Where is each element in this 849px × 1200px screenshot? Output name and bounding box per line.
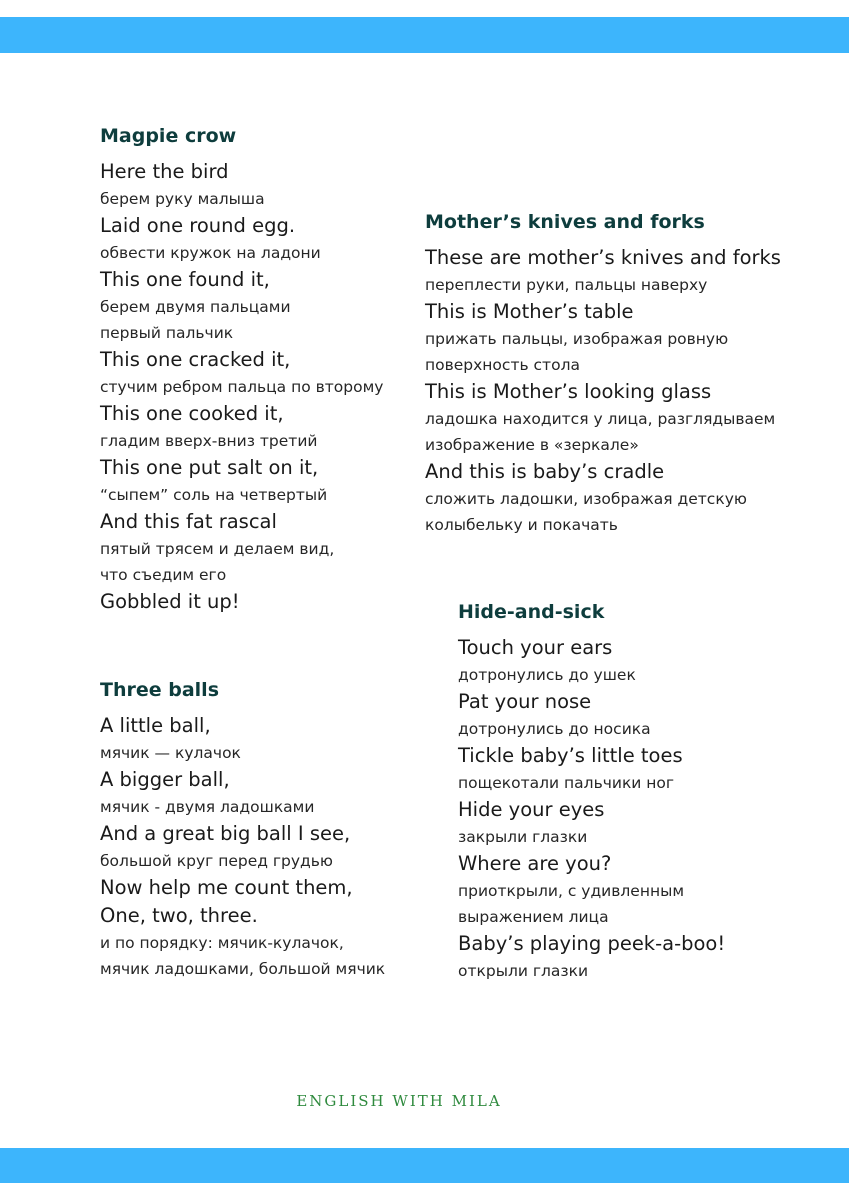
english-line: This is Mother’s table — [425, 300, 634, 323]
poem-title: Hide-and-sick — [458, 601, 605, 623]
english-line: A bigger ball, — [100, 768, 230, 791]
english-line: Baby’s playing peek-a-boo! — [458, 932, 726, 955]
english-line: Where are you? — [458, 852, 612, 875]
english-line: Laid one round egg. — [100, 214, 296, 237]
poem-lines — [425, 244, 781, 538]
russian-instruction: стучим ребром пальца по второму — [100, 378, 384, 396]
english-line: These are mother’s knives and forks — [425, 246, 781, 269]
russian-instruction: берем двумя пальцами — [100, 298, 291, 316]
russian-instruction: обвести кружок на ладони — [100, 244, 321, 262]
english-line: This is Mother’s looking glass — [425, 380, 712, 403]
bottom-color-band — [0, 1148, 849, 1183]
russian-instruction: мячик ладошками, большой мячик — [100, 960, 386, 978]
russian-instruction: колыбельку и покачать — [425, 516, 618, 534]
poem-title: Mother’s knives and forks — [425, 211, 705, 233]
english-line: And a great big ball I see, — [100, 822, 351, 845]
top-color-band — [0, 17, 849, 53]
russian-instruction: ладошка находится у лица, разглядываем — [425, 410, 776, 428]
russian-instruction: изображение в «зеркале» — [425, 436, 639, 454]
russian-instruction: пощекотали пальчики ног — [458, 774, 675, 792]
english-line: And this fat rascal — [100, 510, 277, 533]
english-line: Touch your ears — [458, 636, 613, 659]
english-line: This one found it, — [100, 268, 270, 291]
russian-instruction: дотронулись до носика — [458, 720, 651, 738]
poem-lines — [458, 634, 725, 984]
russian-instruction: сложить ладошки, изображая детскую — [425, 490, 747, 508]
russian-instruction: переплести руки, пальцы наверху — [425, 276, 708, 294]
english-line: Pat your nose — [458, 690, 592, 713]
russian-instruction: берем руку малыша — [100, 190, 265, 208]
english-line: Tickle baby’s little toes — [458, 744, 683, 767]
russian-instruction: пятый трясем и делаем вид, — [100, 540, 335, 558]
poem-mothers-knives-and-forks — [425, 210, 781, 538]
russian-instruction: “сыпем” соль на четвертый — [100, 486, 328, 504]
poem-title: Three balls — [100, 679, 220, 701]
russian-instruction: и по порядку: мячик-кулачок, — [100, 934, 344, 952]
russian-instruction: большой круг перед грудью — [100, 852, 333, 870]
russian-instruction: гладим вверх-вниз третий — [100, 432, 318, 450]
poem-three-balls — [100, 678, 385, 982]
english-line: A little ball, — [100, 714, 211, 737]
poem-title: Magpie crow — [100, 125, 237, 147]
russian-instruction: поверхность стола — [425, 356, 580, 374]
english-line: Now help me count them, — [100, 876, 353, 899]
english-line: One, two, three. — [100, 904, 258, 927]
russian-instruction: мячик - двумя ладошками — [100, 798, 315, 816]
poem-lines — [100, 158, 383, 616]
poem-lines — [100, 712, 385, 982]
russian-instruction: открыли глазки — [458, 962, 589, 980]
english-line: And this is baby’s cradle — [425, 460, 665, 483]
english-line: This one cracked it, — [100, 348, 291, 371]
english-line: Hide your eyes — [458, 798, 605, 821]
footer-brand: ENGLISH WITH MILA — [296, 1092, 502, 1110]
poem-hide-and-sick — [458, 600, 725, 984]
english-line: This one cooked it, — [100, 402, 284, 425]
poem-magpie-crow — [100, 124, 383, 616]
russian-instruction: закрыли глазки — [458, 828, 588, 846]
russian-instruction: первый пальчик — [100, 324, 234, 342]
english-line: Gobbled it up! — [100, 590, 240, 613]
russian-instruction: дотронулись до ушек — [458, 666, 636, 684]
english-line: This one put salt on it, — [100, 456, 319, 479]
russian-instruction: что съедим его — [100, 566, 227, 584]
russian-instruction: прижать пальцы, изображая ровную — [425, 330, 729, 348]
russian-instruction: выражением лица — [458, 908, 609, 926]
english-line: Here the bird — [100, 160, 229, 183]
russian-instruction: приоткрыли, с удивленным — [458, 882, 685, 900]
russian-instruction: мячик — кулачок — [100, 744, 241, 762]
